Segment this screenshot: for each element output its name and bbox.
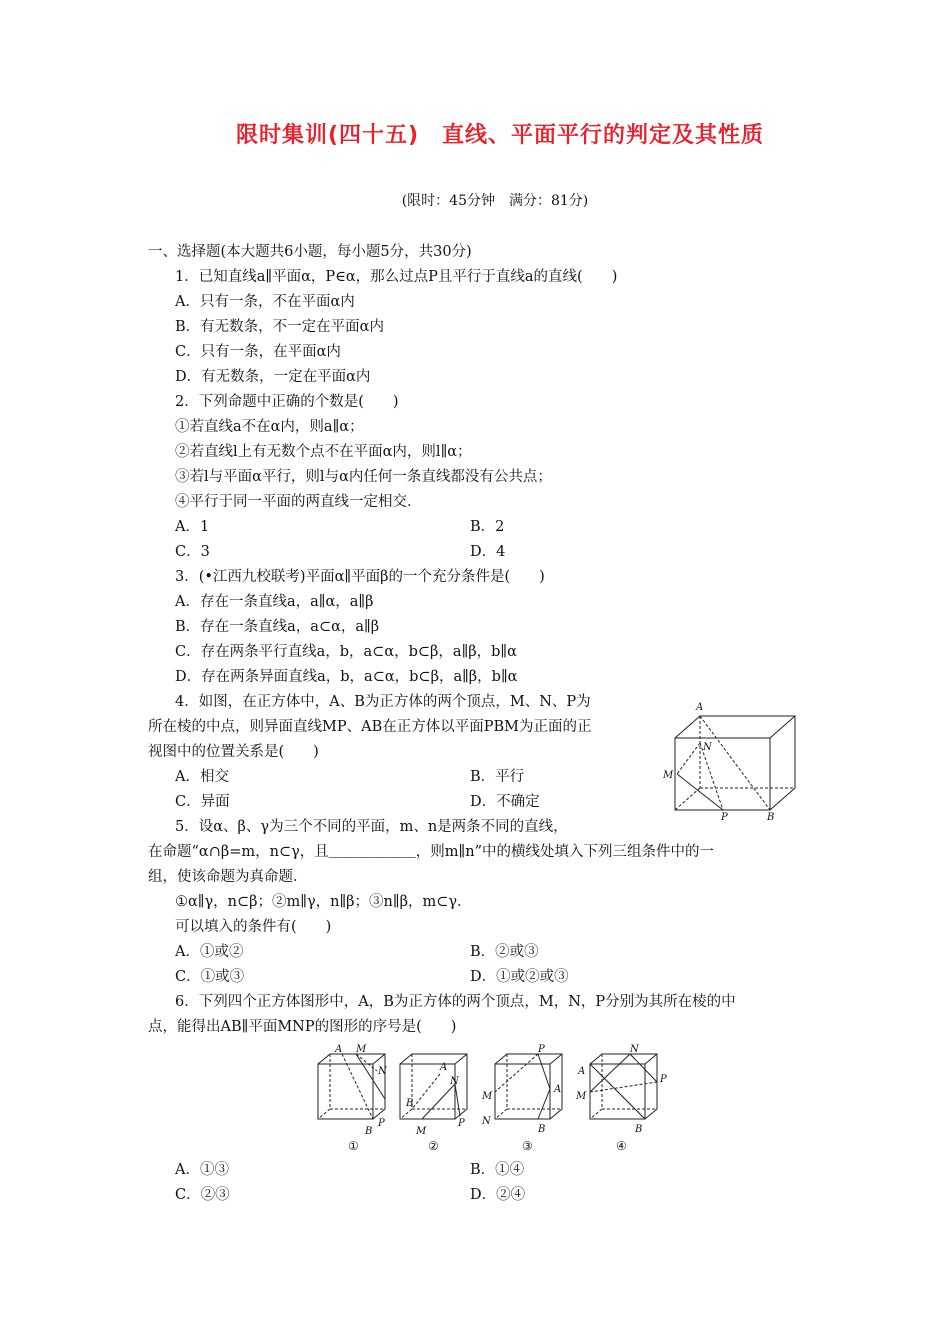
q3-option-b: B．存在一条直线a，a⊂α，a∥β [175,619,380,635]
q1-option-b: B．有无数条，不一定在平面α内 [175,319,384,335]
q6-fig2-label-a: A [440,1062,448,1073]
q6-cube-figures [310,1044,680,1154]
q6-fig1-label-n: N [378,1066,387,1077]
q6-fig2-number: ② [428,1139,439,1153]
q4-line-1: 4．如图，在正方体中，A、B为正方体的两个顶点，M、N、P为 [175,694,591,710]
q2-statement-3: ③若l与平面α平行，则l与α内任何一条直线都没有公共点； [175,469,552,485]
q6-fig4-label-a: A [578,1066,586,1077]
q5-line-1: 5．设α、β、γ为三个不同的平面，m、n是两条不同的直线， [175,819,568,835]
q4-label-a: A [696,702,704,713]
q5-line-3: 组，使该命题为真命题． [148,869,308,885]
time-limit-subtitle: (限时：45分钟 满分：81分) [401,193,589,209]
q4-line-2: 所在棱的中点，则异面直线MP、AB在正方体以平面PBM为正面的正 [148,719,592,735]
q4-label-m: M [663,770,674,781]
q6-fig2-label-m: M [416,1126,427,1137]
page-title: 限时集训(四十五) 直线、平面平行的判定及其性质 [235,123,765,148]
q6-option-a: A．①③ [175,1162,229,1178]
q6-line-1: 6．下列四个正方体图形中，A，B为正方体的两个顶点，M，N，P分别为其所在棱的中 [175,994,736,1010]
q6-fig3-number: ③ [522,1139,533,1153]
q3-stem: 3．(•江西九校联考)平面α∥平面β的一个充分条件是( ) [175,569,545,585]
q6-fig3-label-n: N [482,1116,491,1127]
q6-fig2-label-p: P [458,1118,465,1129]
q6-fig4-label-b: B [635,1124,643,1135]
q2-option-d: D．4 [470,544,506,560]
q2-stem: 2．下列命题中正确的个数是( ) [175,394,399,410]
q5-option-a: A．①或② [175,944,244,960]
q6-fig2-label-b: B [406,1098,414,1109]
q2-statement-2: ②若直线l上有无数个点不在平面α内，则l∥α； [175,444,472,460]
q2-statement-1: ①若直线a不在α内，则a∥α； [175,419,364,435]
q6-fig1-label-p: P [378,1118,385,1129]
q6-fig4-label-n: N [630,1044,639,1055]
q6-fig4-number: ④ [616,1139,627,1153]
q6-fig3-label-p: P [538,1044,545,1055]
q3-option-c: C．存在两条平行直线a，b，a⊂α，b⊂β，a∥β，b∥α [175,644,517,660]
q1-option-c: C．只有一条，在平面α内 [175,344,341,360]
q2-option-a: A．1 [175,519,210,535]
q6-fig2-label-n: N [450,1076,459,1087]
q6-fig3-label-m: M [482,1091,493,1102]
q4-line-3: 视图中的位置关系是( ) [148,744,319,760]
q4-option-d: D．不确定 [470,794,540,810]
q4-option-b: B．平行 [470,769,525,785]
q5-conditions: ①α∥γ，n⊂β；②m∥γ，n∥β；③n∥β，m⊂γ． [175,894,472,910]
q5-line-5: 可以填入的条件有( ) [175,919,332,935]
q6-fig1-label-b: B [365,1126,373,1137]
q6-option-d: D．②④ [470,1187,526,1203]
q4-label-p: P [721,812,728,823]
q6-option-b: B．①④ [470,1162,525,1178]
q6-fig3-label-b: B [538,1124,546,1135]
q2-option-b: B．2 [470,519,505,535]
q6-fig1-label-a: A [335,1044,343,1055]
q4-option-c: C．异面 [175,794,230,810]
q3-option-a: A．存在一条直线a，a∥α，a∥β [175,594,374,610]
q5-option-d: D．①或②或③ [470,969,569,985]
q6-option-c: C．②③ [175,1187,230,1203]
q4-option-a: A．相交 [175,769,229,785]
q6-fig1-label-m: M [356,1044,367,1055]
q2-option-c: C．3 [175,544,210,560]
q1-stem: 1．已知直线a∥平面α，P∈α，那么过点P且平行于直线a的直线( ) [175,269,618,285]
section-heading: 一、选择题(本大题共6小题，每小题5分，共30分) [148,244,472,260]
q4-cube-figure [655,698,805,823]
q1-option-a: A．只有一条，不在平面α内 [175,294,355,310]
q5-line-2: 在命题“α∩β=m，n⊂γ，且＿＿＿＿＿＿，则m∥n”中的横线处填入下列三组条件中的一 [148,844,714,860]
q6-fig4-label-p: P [660,1074,667,1085]
q3-option-d: D．存在两条异面直线a，b，a⊂α，b⊂β，a∥β，b∥α [175,669,518,685]
q6-line-2: 点，能得出AB∥平面MNP的图形的序号是( ) [148,1019,457,1035]
q2-statement-4: ④平行于同一平面的两直线一定相交． [175,494,422,510]
q5-option-b: B．②或③ [470,944,539,960]
q5-option-c: C．①或③ [175,969,245,985]
q6-fig1-number: ① [348,1139,359,1153]
q6-fig4-label-m: M [576,1091,587,1102]
q4-label-n: N [703,742,712,753]
q4-label-b: B [767,812,775,823]
q1-option-d: D．有无数条，一定在平面α内 [175,369,371,385]
q6-fig3-label-a: A [554,1084,562,1095]
